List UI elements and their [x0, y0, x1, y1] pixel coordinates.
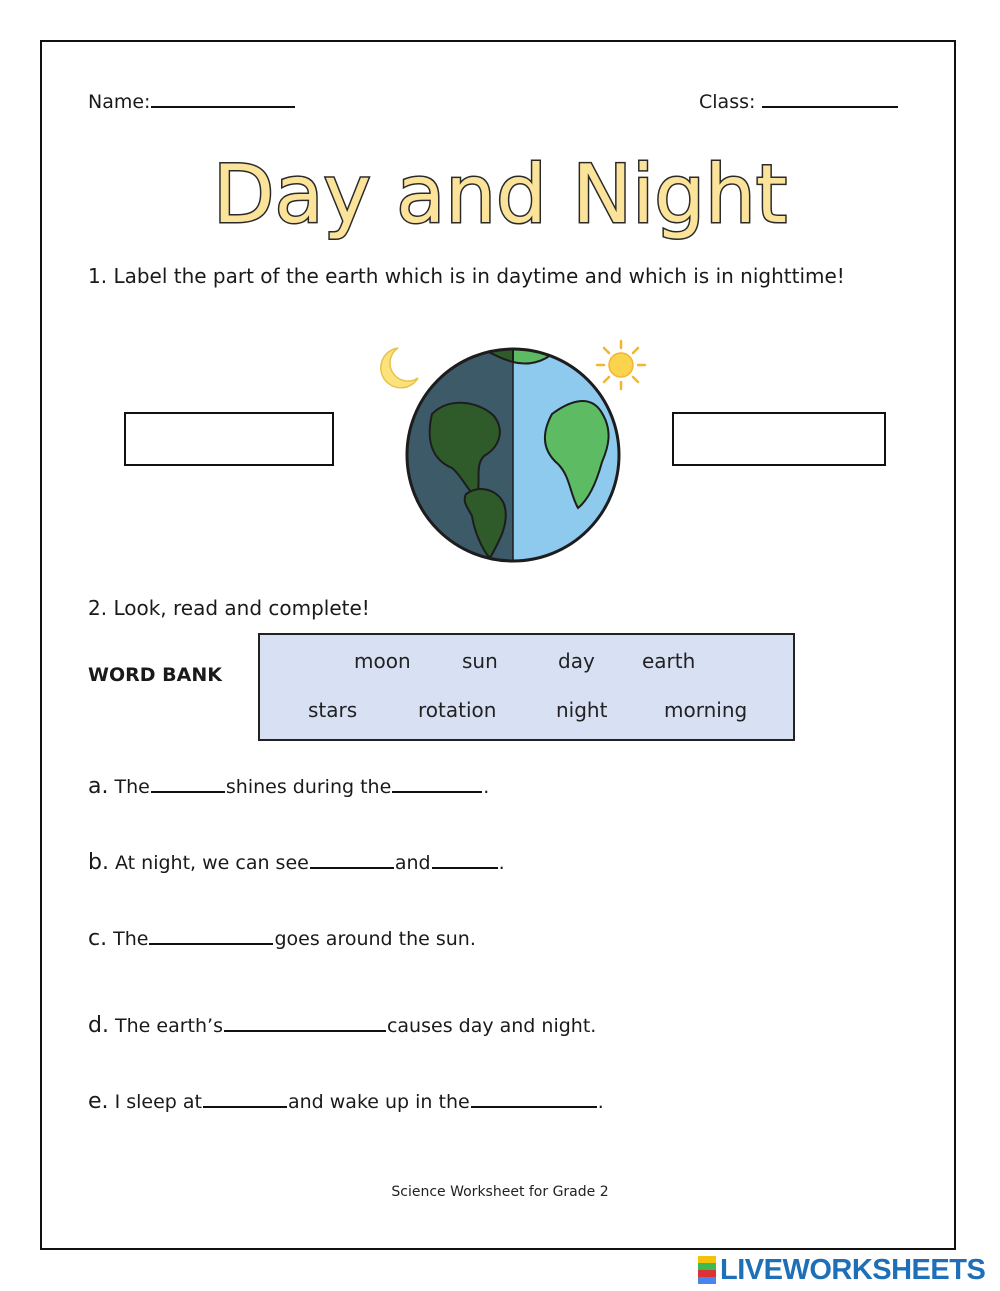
name-label: Name: — [88, 91, 151, 113]
word-bank-item: night — [556, 698, 608, 722]
word-bank-item: morning — [664, 698, 748, 722]
sentence-text: The — [113, 928, 149, 950]
title-text: Day and Night — [212, 148, 788, 241]
answer-blank[interactable] — [392, 775, 482, 793]
sentence-text: At night, we can see — [115, 852, 309, 874]
sentence-text: I sleep at — [114, 1091, 202, 1113]
word-bank-item: earth — [642, 649, 696, 673]
earth-illustration — [402, 344, 624, 566]
answer-blank[interactable] — [432, 851, 498, 869]
name-field — [88, 90, 296, 113]
question-2-text: 2. Look, read and complete! — [88, 596, 370, 620]
word-bank-item: day — [558, 649, 595, 673]
word-bank-item: stars — [308, 698, 358, 722]
sentence-b — [88, 850, 505, 875]
sentence-letter: a. — [88, 774, 109, 799]
answer-blank[interactable] — [203, 1090, 287, 1108]
sentence-letter: d. — [88, 1013, 109, 1038]
sentence-text: causes day and night. — [386, 1015, 597, 1037]
class-label: Class: — [699, 91, 756, 113]
sentence-text: The earth’s — [115, 1015, 223, 1037]
word-bank-item: moon — [354, 649, 411, 673]
sentence-text: . — [483, 776, 490, 798]
question-1-text: 1. Label the part of the earth which is in daytime and which is in nighttime! — [88, 264, 845, 288]
sentence-a — [88, 774, 489, 799]
liveworksheets-brand[interactable] — [698, 1254, 985, 1286]
word-bank-label: WORD BANK — [88, 664, 222, 686]
sentence-letter: b. — [88, 850, 109, 875]
night-label-box[interactable] — [124, 412, 334, 466]
sentence-c — [88, 926, 476, 951]
answer-blank[interactable] — [224, 1014, 386, 1032]
word-bank-item: sun — [462, 649, 498, 673]
worksheet-footer: Science Worksheet for Grade 2 — [391, 1184, 609, 1200]
word-bank — [258, 633, 795, 741]
sentence-d — [88, 1013, 596, 1038]
sentence-text: and wake up in the — [287, 1091, 470, 1113]
sentence-letter: c. — [88, 926, 108, 951]
class-line[interactable] — [762, 90, 898, 108]
brand-name: LIVEWORKSHEETS — [720, 1253, 986, 1286]
sentence-text: shines during the — [225, 776, 392, 798]
liveworksheets-logo-icon — [698, 1256, 716, 1284]
word-bank-item: rotation — [418, 698, 497, 722]
sentence-e — [88, 1089, 604, 1114]
sentence-letter: e. — [88, 1089, 109, 1114]
worksheet-title — [190, 140, 810, 250]
sentence-text: . — [597, 1091, 604, 1113]
sentence-text: . — [498, 852, 505, 874]
answer-blank[interactable] — [310, 851, 394, 869]
class-field — [699, 90, 899, 113]
answer-blank[interactable] — [151, 775, 225, 793]
sentence-text: goes around the sun. — [274, 928, 476, 950]
name-line[interactable] — [151, 90, 295, 108]
sentence-text: and — [394, 852, 431, 874]
answer-blank[interactable] — [471, 1090, 597, 1108]
answer-blank[interactable] — [149, 927, 273, 945]
day-label-box[interactable] — [672, 412, 886, 466]
sentence-text: The — [114, 776, 150, 798]
